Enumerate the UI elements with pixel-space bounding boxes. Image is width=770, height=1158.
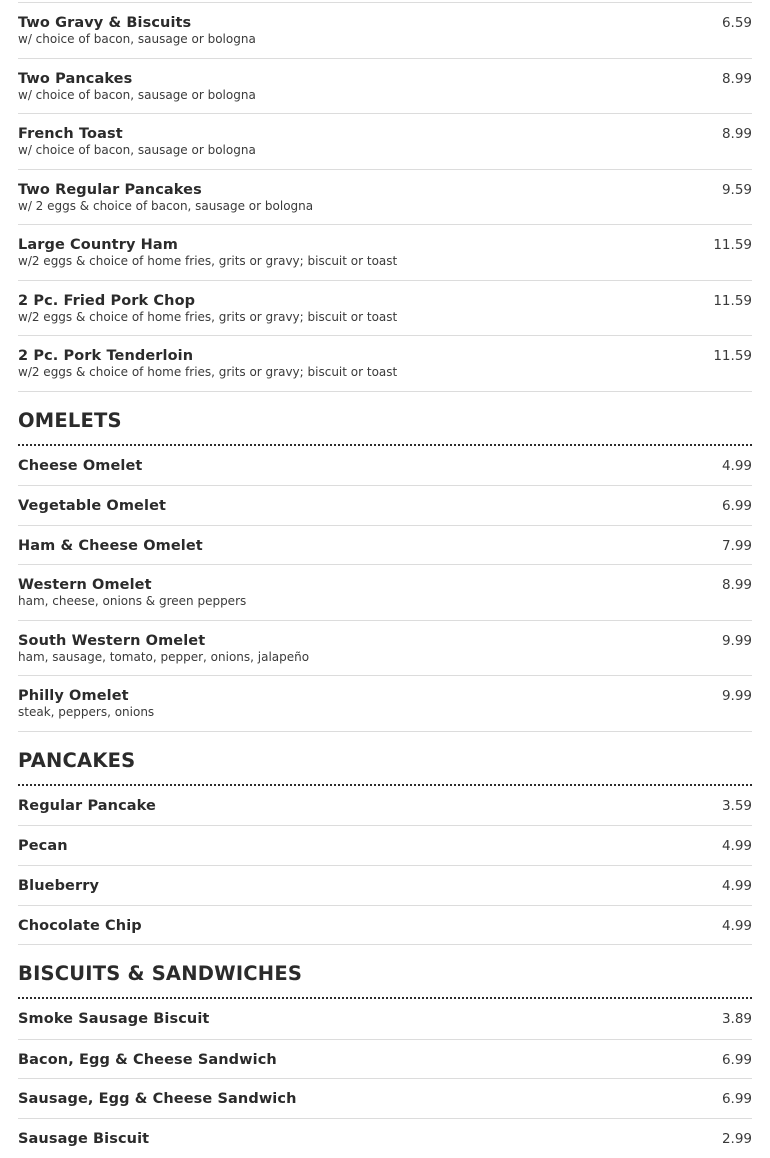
item-price: 4.99: [721, 917, 752, 934]
section-biscuits-sandwiches: [18, 944, 752, 1157]
item-price: 7.99: [721, 537, 752, 554]
section-heading: PANCAKES: [18, 731, 752, 786]
item-name: South Western Omelet: [18, 632, 206, 649]
menu-item: [18, 905, 752, 945]
item-description: ham, sausage, tomato, pepper, onions, jalapeño: [18, 649, 310, 664]
menu-item: [18, 113, 752, 169]
item-name: Pecan: [18, 838, 68, 855]
section-pancakes: [18, 731, 752, 944]
item-name: Cheese Omelet: [18, 457, 143, 474]
menu-item: [18, 1078, 752, 1118]
section-omelets: [18, 391, 752, 731]
menu-item: [18, 786, 752, 826]
menu-item: [18, 675, 752, 731]
item-price: 8.99: [721, 70, 752, 87]
item-price: 6.59: [721, 15, 752, 31]
menu-item: [18, 825, 752, 865]
item-price: 3.89: [721, 1011, 752, 1028]
item-price: 4.99: [721, 838, 752, 855]
item-price: 8.99: [721, 577, 752, 594]
section-heading: BISCUITS & SANDWICHES: [18, 944, 752, 999]
menu-item: [18, 2, 752, 58]
item-description: w/2 eggs & choice of home fries, grits or gravy; biscuit or toast: [18, 309, 398, 324]
menu-item: [18, 446, 752, 486]
item-name: Chocolate Chip: [18, 917, 142, 934]
item-description: w/ choice of bacon, sausage or bologna: [18, 143, 256, 157]
item-name: French Toast: [18, 126, 123, 142]
item-price: 6.99: [721, 1051, 752, 1068]
item-description: w/2 eggs & choice of home fries, grits or gravy; biscuit or toast: [18, 365, 398, 379]
item-name: Philly Omelet: [18, 688, 129, 705]
menu: [18, 2, 752, 1158]
item-description: steak, peppers, onions: [18, 705, 155, 720]
menu-item: [18, 169, 752, 225]
item-price: 3.59: [721, 797, 752, 814]
menu-item: [18, 1039, 752, 1079]
item-name: Two Pancakes: [18, 70, 133, 87]
item-description: w/ choice of bacon, sausage or bologna: [18, 32, 256, 46]
menu-item: [18, 564, 752, 620]
menu-item: [18, 335, 752, 391]
item-name: 2 Pc. Fried Pork Chop: [18, 292, 196, 309]
item-price: 9.99: [721, 632, 752, 649]
item-name: Bacon, Egg & Cheese Sandwich: [18, 1051, 277, 1068]
item-name: Two Gravy & Biscuits: [18, 15, 192, 31]
item-price: 8.99: [721, 126, 752, 142]
section-breakfast: [18, 2, 752, 391]
item-name: Regular Pancake: [18, 797, 156, 814]
item-name: Sausage Biscuit: [18, 1130, 150, 1147]
menu-item: [18, 525, 752, 565]
menu-item: [18, 865, 752, 905]
item-name: Vegetable Omelet: [18, 498, 167, 515]
menu-item: [18, 1118, 752, 1158]
item-price: 4.99: [721, 877, 752, 894]
item-price: 9.99: [721, 688, 752, 705]
menu-item: [18, 485, 752, 525]
item-description: w/ choice of bacon, sausage or bologna: [18, 87, 256, 102]
item-price: 11.59: [713, 348, 752, 364]
item-price: 4.99: [721, 457, 752, 474]
item-name: 2 Pc. Pork Tenderloin: [18, 348, 194, 364]
item-name: Western Omelet: [18, 577, 152, 594]
item-price: 11.59: [713, 292, 752, 309]
item-price: 6.99: [721, 498, 752, 515]
menu-item: [18, 58, 752, 114]
section-heading: OMELETS: [18, 391, 752, 446]
item-name: Sausage, Egg & Cheese Sandwich: [18, 1091, 297, 1108]
item-price: 2.99: [721, 1130, 752, 1147]
item-description: w/2 eggs & choice of home fries, grits or gravy; biscuit or toast: [18, 254, 398, 268]
item-price: 11.59: [713, 237, 752, 253]
item-name: Blueberry: [18, 877, 100, 894]
menu-item: [18, 999, 752, 1039]
item-name: Two Regular Pancakes: [18, 181, 202, 198]
item-price: 9.59: [721, 181, 752, 198]
menu-item: [18, 224, 752, 280]
item-price: 6.99: [721, 1091, 752, 1108]
menu-item: [18, 280, 752, 336]
menu-item: [18, 620, 752, 676]
item-name: Smoke Sausage Biscuit: [18, 1011, 210, 1028]
item-description: ham, cheese, onions & green peppers: [18, 594, 247, 609]
item-description: w/ 2 eggs & choice of bacon, sausage or bologna: [18, 198, 314, 213]
item-name: Large Country Ham: [18, 237, 178, 253]
item-name: Ham & Cheese Omelet: [18, 537, 203, 554]
